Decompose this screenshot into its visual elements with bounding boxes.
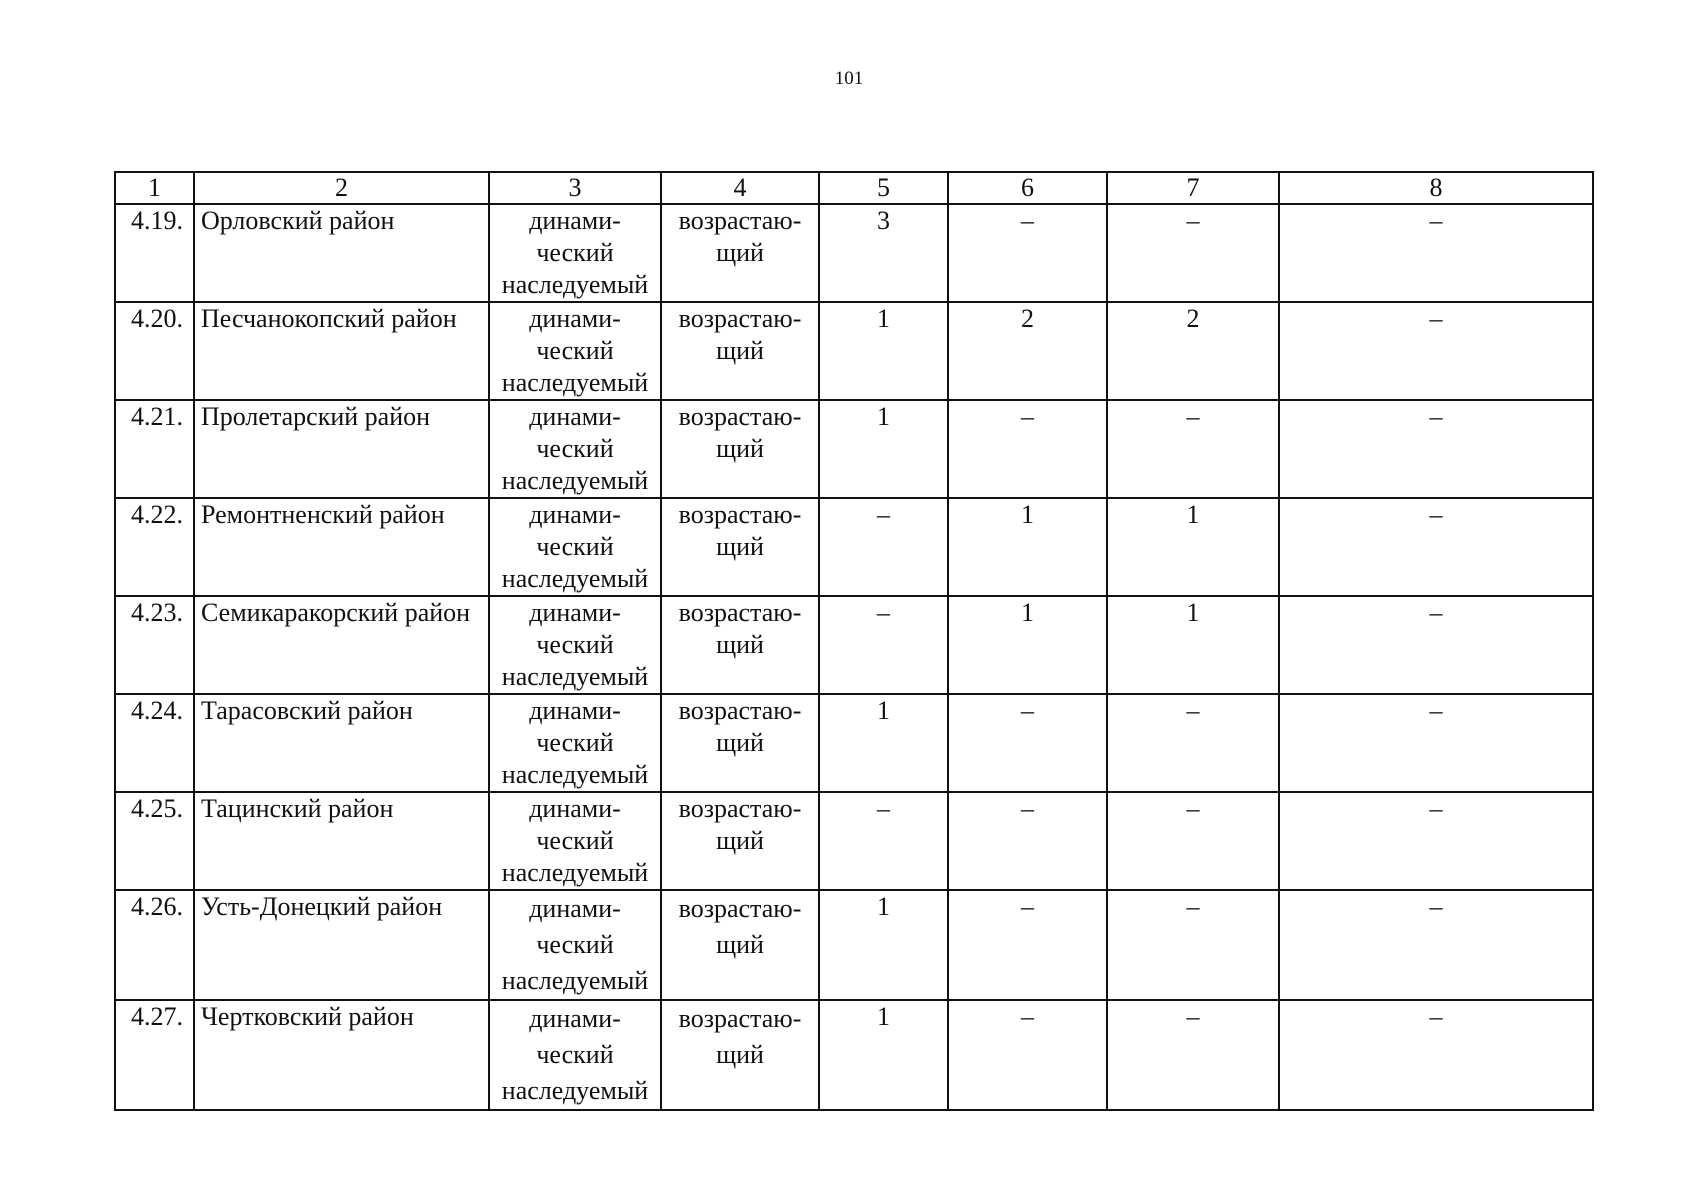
- row-number: 4.26.: [115, 890, 194, 1000]
- value-cell-6: –: [948, 694, 1107, 792]
- trend-cell: возрастаю- щий: [661, 596, 819, 694]
- trend-cell: возрастаю- щий: [661, 204, 819, 302]
- trend-cell: возрастаю- щий: [661, 694, 819, 792]
- table-row: [115, 596, 1593, 694]
- value-cell-8: –: [1279, 792, 1593, 890]
- value-cell-8: –: [1279, 890, 1593, 1000]
- type-cell: динами- ческий наследуемый: [489, 400, 661, 498]
- type-cell: динами- ческий наследуемый: [489, 1000, 661, 1110]
- row-number: 4.20.: [115, 302, 194, 400]
- value-cell-6: 2: [948, 302, 1107, 400]
- type-cell: динами- ческий наследуемый: [489, 498, 661, 596]
- column-header: 3: [489, 172, 661, 204]
- value-cell-7: 1: [1107, 498, 1279, 596]
- value-cell-5: –: [819, 596, 948, 694]
- value-cell-7: –: [1107, 1000, 1279, 1110]
- row-number: 4.24.: [115, 694, 194, 792]
- value-cell-5: 1: [819, 400, 948, 498]
- type-cell: динами- ческий наследуемый: [489, 204, 661, 302]
- column-header: 1: [115, 172, 194, 204]
- type-cell: динами- ческий наследуемый: [489, 694, 661, 792]
- value-cell-5: –: [819, 792, 948, 890]
- table-row: [115, 792, 1593, 890]
- row-number: 4.22.: [115, 498, 194, 596]
- page-number: 101: [834, 68, 864, 89]
- type-cell: динами- ческий наследуемый: [489, 302, 661, 400]
- value-cell-8: –: [1279, 694, 1593, 792]
- trend-cell: возрастаю- щий: [661, 400, 819, 498]
- row-number: 4.19.: [115, 204, 194, 302]
- district-name: Песчанокопский район: [194, 302, 489, 400]
- value-cell-7: –: [1107, 400, 1279, 498]
- value-cell-8: –: [1279, 400, 1593, 498]
- type-cell: динами- ческий наследуемый: [489, 890, 661, 1000]
- district-name: Пролетарский район: [194, 400, 489, 498]
- value-cell-5: 1: [819, 890, 948, 1000]
- value-cell-5: 3: [819, 204, 948, 302]
- district-name: Усть-Донецкий район: [194, 890, 489, 1000]
- header-row: [115, 172, 1593, 204]
- table-row: [115, 498, 1593, 596]
- table-row: [115, 400, 1593, 498]
- table-row: [115, 890, 1593, 1000]
- district-name: Орловский район: [194, 204, 489, 302]
- trend-cell: возрастаю- щий: [661, 890, 819, 1000]
- table-row: [115, 204, 1593, 302]
- trend-cell: возрастаю- щий: [661, 792, 819, 890]
- column-header: 8: [1279, 172, 1593, 204]
- value-cell-6: –: [948, 204, 1107, 302]
- type-cell: динами- ческий наследуемый: [489, 792, 661, 890]
- value-cell-5: 1: [819, 302, 948, 400]
- value-cell-8: –: [1279, 1000, 1593, 1110]
- value-cell-7: –: [1107, 694, 1279, 792]
- column-header: 7: [1107, 172, 1279, 204]
- value-cell-7: 2: [1107, 302, 1279, 400]
- value-cell-6: –: [948, 792, 1107, 890]
- trend-cell: возрастаю- щий: [661, 498, 819, 596]
- table-row: [115, 1000, 1593, 1110]
- value-cell-7: 1: [1107, 596, 1279, 694]
- value-cell-7: –: [1107, 890, 1279, 1000]
- value-cell-6: –: [948, 400, 1107, 498]
- value-cell-8: –: [1279, 302, 1593, 400]
- column-header: 2: [194, 172, 489, 204]
- row-number: 4.23.: [115, 596, 194, 694]
- value-cell-7: –: [1107, 792, 1279, 890]
- column-header: 5: [819, 172, 948, 204]
- district-name: Ремонтненский район: [194, 498, 489, 596]
- row-number: 4.21.: [115, 400, 194, 498]
- value-cell-6: 1: [948, 498, 1107, 596]
- district-name: Семикаракорский район: [194, 596, 489, 694]
- table-row: [115, 302, 1593, 400]
- value-cell-8: –: [1279, 204, 1593, 302]
- value-cell-8: –: [1279, 498, 1593, 596]
- district-name: Тацинский район: [194, 792, 489, 890]
- type-cell: динами- ческий наследуемый: [489, 596, 661, 694]
- table-row: [115, 694, 1593, 792]
- value-cell-8: –: [1279, 596, 1593, 694]
- row-number: 4.25.: [115, 792, 194, 890]
- value-cell-6: –: [948, 890, 1107, 1000]
- district-name: Тарасовский район: [194, 694, 489, 792]
- value-cell-5: 1: [819, 694, 948, 792]
- data-table: [114, 171, 1594, 1111]
- value-cell-7: –: [1107, 204, 1279, 302]
- column-header: 6: [948, 172, 1107, 204]
- district-name: Чертковский район: [194, 1000, 489, 1110]
- value-cell-5: 1: [819, 1000, 948, 1110]
- value-cell-6: 1: [948, 596, 1107, 694]
- column-header: 4: [661, 172, 819, 204]
- value-cell-5: –: [819, 498, 948, 596]
- trend-cell: возрастаю- щий: [661, 302, 819, 400]
- trend-cell: возрастаю- щий: [661, 1000, 819, 1110]
- row-number: 4.27.: [115, 1000, 194, 1110]
- value-cell-6: –: [948, 1000, 1107, 1110]
